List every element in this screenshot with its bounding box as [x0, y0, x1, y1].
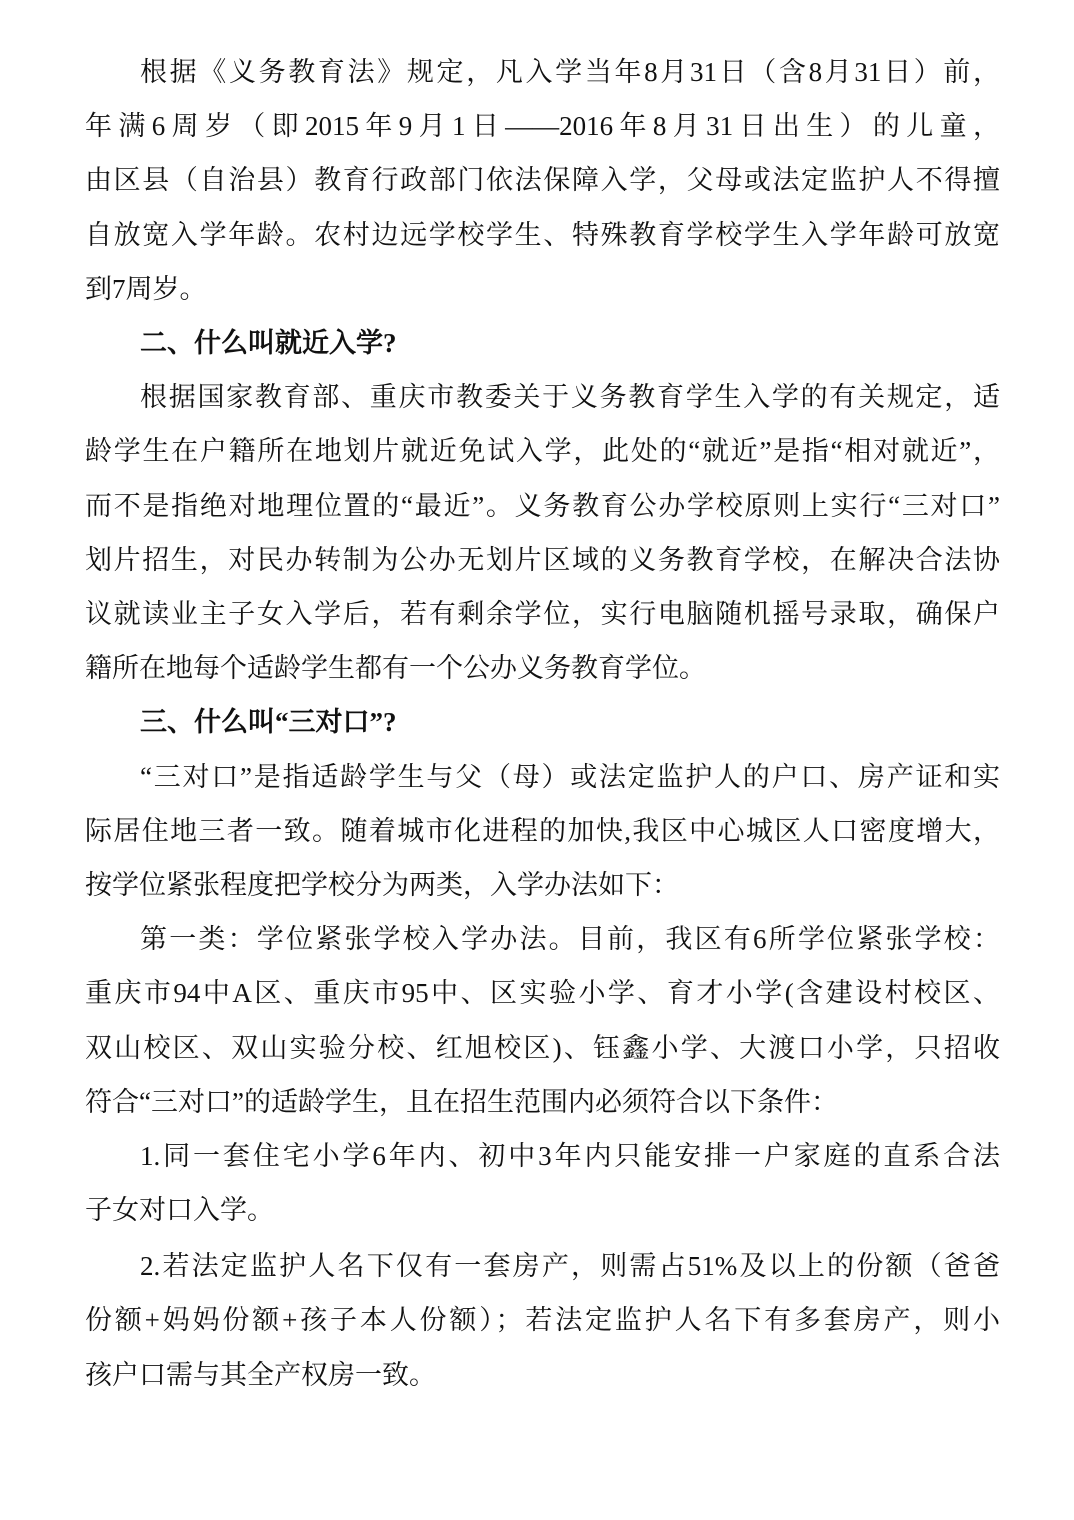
- text-line: 际居住地三者一致。随着城市化进程的加快,我区中心城区人口密度增大，: [85, 815, 1000, 846]
- text-line: 年满6周岁（即2015年9月1日——2016年8月31日出生）的儿童，: [85, 111, 1000, 142]
- text-line: 议就读业主子女入学后，若有剩余学位，实行电脑随机摇号录取，确保户: [85, 599, 1000, 629]
- section-heading: 二、什么叫就近入学?: [140, 328, 397, 358]
- text-line: 重庆市94中A区、重庆市95中、区实验小学、育才小学(含建设村校区、: [85, 978, 1000, 1009]
- text-line: 由区县（自治县）教育行政部门依法保障入学，父母或法定监护人不得擅: [85, 165, 1000, 196]
- text-line: 子女对口入学。: [85, 1195, 274, 1226]
- text-line: 龄学生在户籍所在地划片就近免试入学，此处的“就近”是指“相对就近”，: [85, 436, 1000, 467]
- text-line: 划片招生，对民办转制为公办无划片区域的义务教育学校，在解决合法协: [85, 544, 1000, 575]
- text-line: 2.若法定监护人名下仅有一套房产，则需占51%及以上的份额（爸爸: [140, 1251, 1000, 1282]
- section-heading: 三、什么叫“三对口”?: [140, 707, 397, 738]
- text-line: 而不是指绝对地理位置的“最近”。义务教育公办学校原则上实行“三对口”: [85, 490, 1000, 521]
- text-line: 第一类：学位紧张学校入学办法。目前，我区有6所学位紧张学校：: [140, 924, 1000, 955]
- text-line: 按学位紧张程度把学校分为两类，入学办法如下：: [85, 870, 679, 900]
- text-line: 自放宽入学年龄。农村边远学校学生、特殊教育学校学生入学年龄可放宽: [85, 219, 1000, 250]
- text-line: 1.同一套住宅小学6年内、初中3年内只能安排一户家庭的直系合法: [140, 1141, 1000, 1171]
- text-line: 籍所在地每个适龄学生都有一个公办义务教育学位。: [85, 653, 706, 684]
- text-line: 根据国家教育部、重庆市教委关于义务教育学生入学的有关规定，适: [140, 382, 1000, 413]
- text-line: “三对口”是指适龄学生与父（母）或法定监护人的户口、房产证和实: [140, 761, 1000, 792]
- text-line: 份额+妈妈份额+孩子本人份额）；若法定监护人名下有多套房产，则小: [85, 1305, 1000, 1336]
- text-line: 根据《义务教育法》规定，凡入学当年8月31日（含8月31日）前，: [140, 57, 1000, 87]
- text-line: 到7周岁。: [85, 273, 207, 304]
- text-line: 孩户口需与其全产权房一致。: [85, 1359, 436, 1390]
- text-line: 符合“三对口”的适龄学生，且在招生范围内必须符合以下条件：: [85, 1086, 838, 1117]
- text-line: 双山校区、双山实验分校、红旭校区)、钰鑫小学、大渡口小学，只招收: [85, 1032, 1000, 1063]
